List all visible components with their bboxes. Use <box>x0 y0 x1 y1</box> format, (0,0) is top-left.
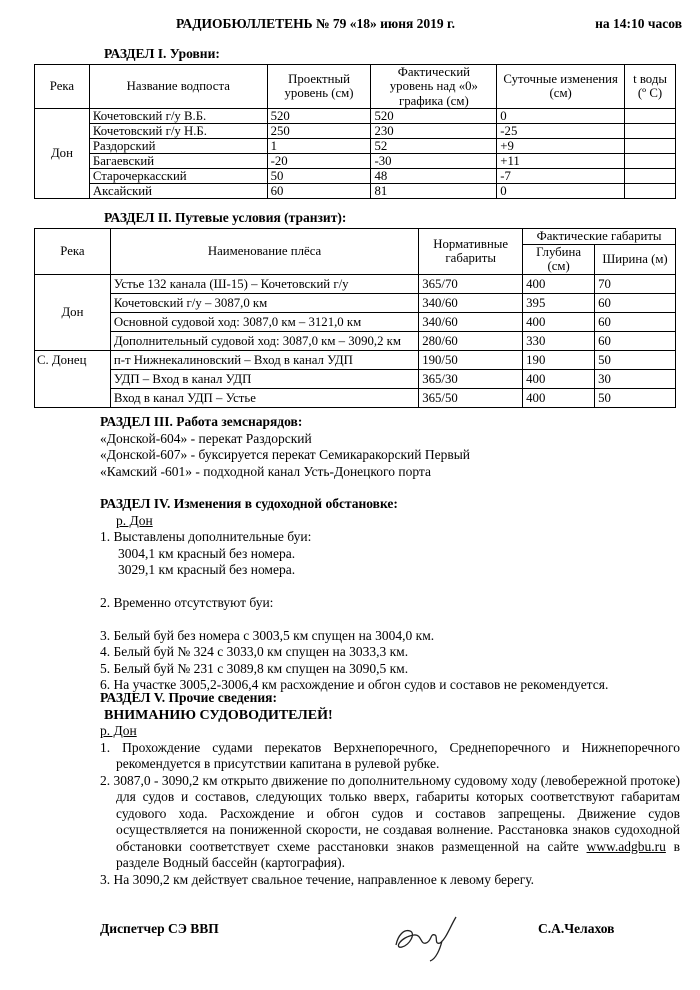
col-river: Река <box>35 229 111 275</box>
actual-cell: 52 <box>371 138 497 153</box>
dredger-line: «Донской-607» - буксируется перекат Семикаракорский Первый <box>100 447 470 463</box>
section4-item: 3. Белый буй без номера с 3003,5 км спущен на 3004,0 км. <box>100 627 435 643</box>
table-row <box>35 312 676 331</box>
table-row <box>35 369 676 388</box>
section4-subitem: 3029,1 км красный без номера. <box>118 562 296 578</box>
depth-cell: 400 <box>523 369 595 388</box>
bulletin-time: на 14:10 часов <box>595 16 682 31</box>
depth-cell: 190 <box>523 350 595 369</box>
river-cell: С. Донец <box>35 350 111 407</box>
transit-table <box>34 228 676 408</box>
reach-cell: Кочетовский г/у – 3087,0 км <box>110 293 418 312</box>
section5-item2-tail: в разделе Водный бассейн (картография). <box>116 838 681 871</box>
depth-cell: 395 <box>523 293 595 312</box>
col-daily-change: Суточные изменения (см) <box>497 65 625 109</box>
section4-item: 1. Выставлены дополнительные буи: <box>100 529 312 545</box>
width-cell: 60 <box>595 331 676 350</box>
table-row <box>35 388 676 407</box>
width-cell: 50 <box>595 388 676 407</box>
table-row <box>35 168 676 183</box>
norm-cell: 190/50 <box>419 350 523 369</box>
section1-title: РАЗДЕЛ I. Уровни: <box>104 46 220 61</box>
col-width: Ширина (м) <box>595 245 676 275</box>
temp-cell <box>625 123 676 138</box>
table-row <box>35 293 676 312</box>
reach-cell: Дополнительный судовой ход: 3087,0 км – 3090,2 км <box>110 331 418 350</box>
table-row <box>35 138 676 153</box>
section4-item: 6. На участке 3005,2-3006,4 км расхождение и обгон судов и составов не рекомендуется. <box>100 677 609 693</box>
width-cell: 70 <box>595 274 676 293</box>
section4-item: 4. Белый буй № 324 с 3033,0 км спущен на 3033,3 км. <box>100 644 409 660</box>
dispatcher-name: С.А.Челахов <box>538 921 615 936</box>
section4 <box>100 496 680 694</box>
levels-header-row <box>35 65 676 109</box>
width-cell: 30 <box>595 369 676 388</box>
attention-heading: ВНИМАНИЮ СУДОВОДИТЕЛЕЙ! <box>104 707 333 723</box>
section5-item <box>100 773 680 872</box>
temp-cell <box>625 108 676 123</box>
section5-item: 3. На 3090,2 км действует свальное течение, направленное к левому берегу. <box>100 871 535 887</box>
temp-cell <box>625 168 676 183</box>
col-water-temp: t воды (º С) <box>625 65 676 109</box>
project-cell: 250 <box>267 123 371 138</box>
col-actual-group: Фактические габариты <box>523 229 676 245</box>
section5 <box>100 690 680 888</box>
width-cell: 60 <box>595 293 676 312</box>
actual-cell: -30 <box>371 153 497 168</box>
col-river: Река <box>35 65 90 109</box>
actual-cell: 230 <box>371 123 497 138</box>
actual-cell: 81 <box>371 183 497 198</box>
section2-title: РАЗДЕЛ II. Путевые условия (транзит): <box>104 210 347 225</box>
depth-cell: 330 <box>523 331 595 350</box>
col-normative: Нормативные габариты <box>419 229 523 275</box>
levels-table <box>34 64 676 199</box>
col-actual-level: Фактический уровень над «0» графика (см) <box>371 65 497 109</box>
col-reach: Наименование плёса <box>110 229 418 275</box>
change-cell: +11 <box>497 153 625 168</box>
section5-title: РАЗДЕЛ V. Прочие сведения: <box>100 690 277 705</box>
change-cell: -7 <box>497 168 625 183</box>
section4-item: 5. Белый буй № 231 с 3089,8 км спущен на 3090,5 км. <box>100 660 409 676</box>
actual-cell: 520 <box>371 108 497 123</box>
section3-title: РАЗДЕЛ III. Работа земснарядов: <box>100 414 303 429</box>
project-cell: 520 <box>267 108 371 123</box>
post-cell: Аксайский <box>89 183 267 198</box>
norm-cell: 365/30 <box>419 369 523 388</box>
width-cell: 60 <box>595 312 676 331</box>
handwritten-signature <box>380 905 470 969</box>
temp-cell <box>625 138 676 153</box>
bulletin-header <box>176 16 682 32</box>
post-cell: Старочеркасский <box>89 168 267 183</box>
temp-cell <box>625 183 676 198</box>
reach-cell: п-т Нижнекалиновский – Вход в канал УДП <box>110 350 418 369</box>
change-cell: +9 <box>497 138 625 153</box>
section5-item2-text: 2. 3087,0 - 3090,2 км открыто движение по дополнительному судовому ходу (левобережной протоке) для судов и составов, следующих только вверх, габариты которых соответствуют габаритам судового хода. Расхождение и обгон судов и составов запрещены. Движение судов осуществляется на пониженной скорости, не создавая волнение. Расстановка знаков судоходной обстановки соответствует схеме расстановки знаков размещенной на сайте <box>100 772 680 854</box>
table-row <box>35 108 676 123</box>
section4-subitem: 3004,1 км красный без номера. <box>118 545 296 561</box>
dispatcher-position: Диспетчер СЭ ВВП <box>100 921 219 936</box>
change-cell: -25 <box>497 123 625 138</box>
table-row <box>35 350 676 369</box>
depth-cell: 400 <box>523 388 595 407</box>
river-cell: Дон <box>35 274 111 350</box>
dredger-line: «Донской-604» - перекат Раздорский <box>100 430 312 446</box>
norm-cell: 280/60 <box>419 331 523 350</box>
actual-cell: 48 <box>371 168 497 183</box>
project-cell: 50 <box>267 168 371 183</box>
post-cell: Раздорский <box>89 138 267 153</box>
col-depth: Глубина (см) <box>523 245 595 275</box>
reach-cell: УДП – Вход в канал УДП <box>110 369 418 388</box>
norm-cell: 365/70 <box>419 274 523 293</box>
reach-cell: Устье 132 канала (Ш-15) – Кочетовский г/у <box>110 274 418 293</box>
reach-cell: Основной судовой ход: 3087,0 км – 3121,0 км <box>110 312 418 331</box>
section3 <box>100 414 680 480</box>
width-cell: 50 <box>595 350 676 369</box>
temp-cell <box>625 153 676 168</box>
river-cell: Дон <box>35 108 90 198</box>
section5-river: р. Дон <box>100 723 137 739</box>
col-project-level: Проектный уровень (см) <box>267 65 371 109</box>
table-row <box>35 123 676 138</box>
dredger-line: «Камский -601» - подходной канал Усть-Донецкого порта <box>100 463 431 479</box>
norm-cell: 340/60 <box>419 293 523 312</box>
change-cell: 0 <box>497 108 625 123</box>
project-cell: 1 <box>267 138 371 153</box>
depth-cell: 400 <box>523 274 595 293</box>
table-row <box>35 153 676 168</box>
depth-cell: 400 <box>523 312 595 331</box>
section4-title: РАЗДЕЛ IV. Изменения в судоходной обстановке: <box>100 496 398 511</box>
bulletin-title: РАДИОБЮЛЛЕТЕНЬ № 79 «18» июня 2019 г. <box>176 16 456 31</box>
table-row <box>35 274 676 293</box>
project-cell: -20 <box>267 153 371 168</box>
site-link[interactable]: www.adgbu.ru <box>586 838 666 854</box>
table-row <box>35 331 676 350</box>
section4-item: 2. Временно отсутствуют буи: <box>100 594 274 610</box>
table-row <box>35 183 676 198</box>
change-cell: 0 <box>497 183 625 198</box>
reach-cell: Вход в канал УДП – Устье <box>110 388 418 407</box>
project-cell: 60 <box>267 183 371 198</box>
norm-cell: 340/60 <box>419 312 523 331</box>
section5-item: 1. Прохождение судами перекатов Верхнепоречного, Среднепоречного и Нижнепоречного рекомендуется в присутствии капитана в рулевой рубке. <box>100 739 680 772</box>
post-cell: Кочетовский г/у В.Б. <box>89 108 267 123</box>
post-cell: Багаевский <box>89 153 267 168</box>
section4-river: р. Дон <box>116 512 153 528</box>
col-post: Название водпоста <box>89 65 267 109</box>
transit-header-row <box>35 229 676 245</box>
norm-cell: 365/50 <box>419 388 523 407</box>
post-cell: Кочетовский г/у Н.Б. <box>89 123 267 138</box>
